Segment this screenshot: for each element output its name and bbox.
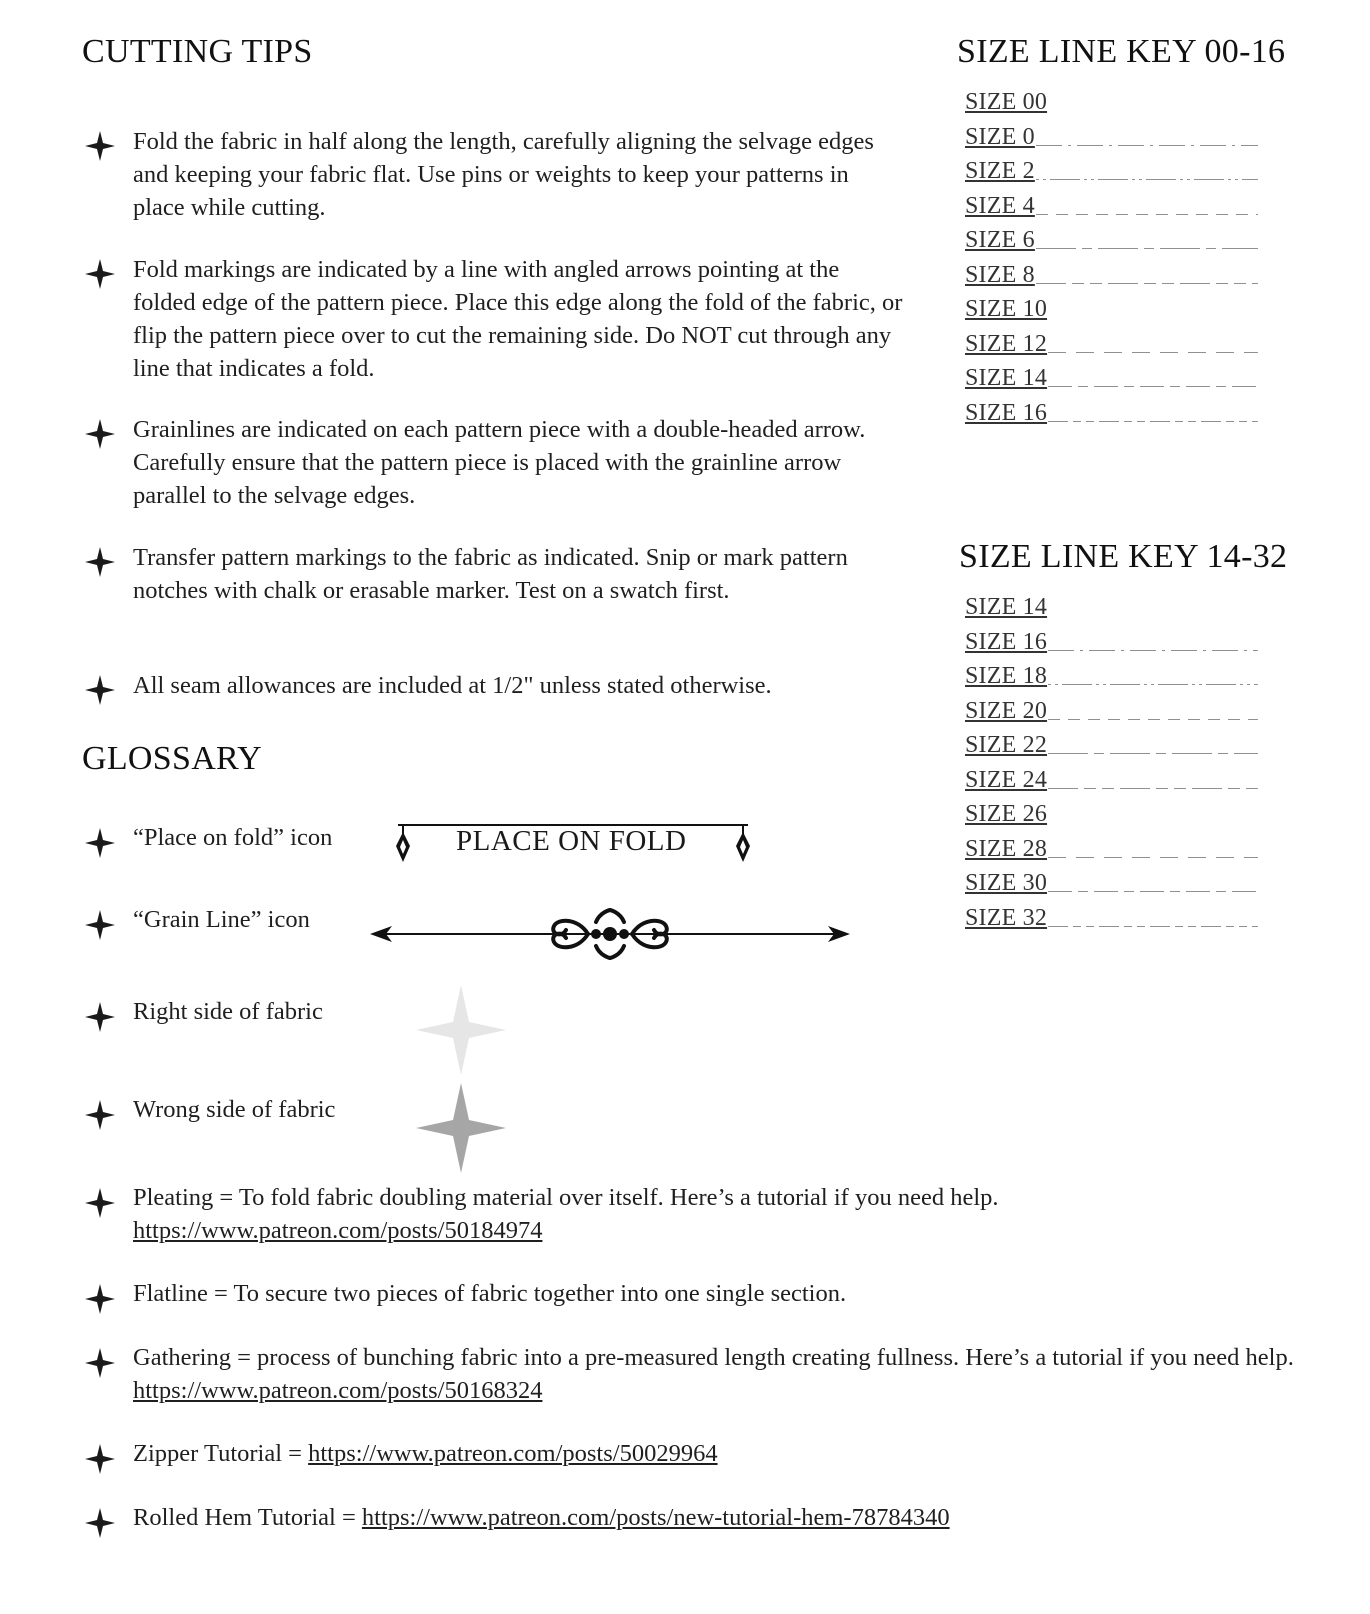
size-line-key-14-32: [965, 587, 1265, 937]
bullet-star-icon: [85, 1284, 115, 1314]
size-line-sample: [1048, 419, 1258, 422]
size-line-key-14-32-heading: SIZE LINE KEY 14-32: [959, 538, 1288, 575]
glossary-pleating: [133, 1181, 1313, 1247]
cutting-tip-fold-markings: Fold markings are indicated by a line with angled arrows pointing at the folded edge of the pattern piece. Place this edge along the fold of the fabric, or flip the pattern piece over to cut the remaining side. Do NOT cut through any line that indicates a fold.: [133, 256, 903, 382]
size-line-key-00-16-heading: SIZE LINE KEY 00-16: [957, 33, 1286, 70]
size-label: SIZE 4: [965, 192, 1035, 219]
size-line-sample: [1048, 786, 1258, 789]
size-label: SIZE 28: [965, 835, 1048, 862]
size-label: SIZE 8: [965, 261, 1035, 288]
size-key-2-row: [965, 691, 1258, 725]
size-key-1-row: [965, 82, 1258, 116]
size-key-2-row: [965, 725, 1258, 759]
glossary-flatline: Flatline = To secure two pieces of fabric together into one single section.: [133, 1280, 847, 1307]
place-on-fold-text: PLACE ON FOLD: [456, 825, 687, 857]
size-key-1-row: [965, 151, 1258, 185]
rolled-hem-text: Rolled Hem Tutorial =: [133, 1504, 362, 1531]
glossary-zipper: [133, 1437, 718, 1470]
bullet-star-icon: [85, 1348, 115, 1378]
glossary-rolled-hem: [133, 1501, 950, 1534]
size-label: SIZE 32: [965, 904, 1048, 931]
size-label: SIZE 0: [965, 123, 1035, 150]
size-line-sample: [1048, 751, 1258, 754]
size-line-key-00-16: [965, 82, 1265, 432]
size-line-sample: [1048, 820, 1258, 823]
bullet-star-icon: [85, 1002, 115, 1032]
size-label: SIZE 26: [965, 801, 1048, 827]
cutting-tip-fold-fabric: Fold the fabric in half along the length, carefully aligning the selvage edges and keeping your fabric flat. Use pins or weights to keep your patterns in place while cutting.: [133, 128, 874, 221]
size-label: SIZE 18: [965, 663, 1048, 689]
size-label: SIZE 2: [965, 158, 1035, 184]
size-line-sample: [1036, 281, 1258, 284]
bullet-star-icon: [85, 1188, 115, 1218]
size-line-sample: [1048, 384, 1258, 387]
size-label: SIZE 20: [965, 697, 1048, 724]
size-label: SIZE 30: [965, 870, 1048, 896]
size-key-1-row: [965, 117, 1258, 151]
bullet-star-icon: [85, 1100, 115, 1130]
size-line-sample: [1036, 246, 1258, 249]
cutting-tip-seam-allowance: All seam allowances are included at 1/2" unless stated otherwise.: [133, 672, 772, 699]
size-line-sample: [1048, 108, 1258, 111]
zipper-text: Zipper Tutorial =: [133, 1440, 309, 1467]
size-line-sample: [1048, 855, 1258, 858]
size-key-2-row: [965, 898, 1258, 932]
size-line-sample: [1036, 212, 1258, 215]
size-key-2-row: [965, 829, 1258, 863]
size-label: SIZE 6: [965, 227, 1035, 253]
glossary-right-side-label: Right side of fabric: [133, 998, 323, 1025]
size-key-1-row: [965, 289, 1258, 323]
size-line-sample: [1048, 717, 1258, 720]
size-key-2-row: [965, 863, 1258, 897]
pleating-text: Pleating = To fold fabric doubling material over itself. Here’s a tutorial if you need help.: [133, 1184, 999, 1211]
right-side-star-icon: [416, 985, 506, 1075]
grain-line-icon: [370, 900, 850, 970]
size-line-sample: [1048, 315, 1258, 318]
glossary-wrong-side-label: Wrong side of fabric: [133, 1096, 336, 1123]
bullet-star-icon: [85, 910, 115, 940]
size-line-sample: [1048, 648, 1258, 651]
size-key-2-row: [965, 760, 1258, 794]
size-label: SIZE 16: [965, 628, 1048, 655]
glossary-grain-line-label: “Grain Line” icon: [133, 906, 310, 933]
size-label: SIZE 22: [965, 732, 1048, 758]
size-label: SIZE 14: [965, 594, 1048, 620]
bullet-star-icon: [85, 828, 115, 858]
size-label: SIZE 12: [965, 330, 1048, 357]
size-key-2-row: [965, 587, 1258, 621]
size-label: SIZE 14: [965, 365, 1048, 391]
pleating-link[interactable]: https://www.patreon.com/posts/50184974: [133, 1217, 543, 1244]
size-label: SIZE 00: [965, 89, 1048, 115]
bullet-star-icon: [85, 259, 115, 289]
size-line-sample: [1036, 143, 1258, 146]
bullet-star-icon: [85, 675, 115, 705]
size-key-1-row: [965, 358, 1258, 392]
size-key-1-row: [965, 220, 1258, 254]
size-label: SIZE 10: [965, 296, 1048, 322]
size-key-1-row: [965, 324, 1258, 358]
bullet-star-icon: [85, 419, 115, 449]
size-key-2-row: [965, 622, 1258, 656]
size-label: SIZE 16: [965, 399, 1048, 426]
glossary-gathering: [133, 1341, 1333, 1407]
glossary-heading: GLOSSARY: [82, 740, 263, 777]
size-key-1-row: [965, 255, 1258, 289]
zipper-link[interactable]: https://www.patreon.com/posts/50029964: [308, 1440, 718, 1467]
bullet-star-icon: [85, 547, 115, 577]
size-line-sample: [1048, 682, 1258, 685]
gathering-link[interactable]: https://www.patreon.com/posts/50168324: [133, 1377, 543, 1404]
cutting-tips-heading: CUTTING TIPS: [82, 33, 313, 70]
rolled-hem-link[interactable]: https://www.patreon.com/posts/new-tutorial-hem-78784340: [361, 1504, 950, 1531]
cutting-tip-grainlines: Grainlines are indicated on each pattern piece with a double-headed arrow. Carefully ensure that the pattern piece is placed with the grainline arrow parallel to the selvage edges.: [133, 416, 866, 509]
bullet-star-icon: [85, 1508, 115, 1538]
bullet-star-icon: [85, 1444, 115, 1474]
size-line-sample: [1036, 177, 1258, 180]
size-key-1-row: [965, 186, 1258, 220]
cutting-tip-transfer-markings: Transfer pattern markings to the fabric as indicated. Snip or mark pattern notches with chalk or erasable marker. Test on a swatch first.: [133, 544, 848, 604]
size-line-sample: [1048, 924, 1258, 927]
wrong-side-star-icon: [416, 1083, 506, 1173]
size-line-sample: [1048, 613, 1258, 616]
gathering-text: Gathering = process of bunching fabric into a pre-measured length creating fullness. Here’s a tutorial if you need help.: [133, 1344, 1294, 1371]
glossary-place-on-fold-label: “Place on fold” icon: [133, 824, 333, 851]
size-key-2-row: [965, 656, 1258, 690]
size-key-2-row: [965, 794, 1258, 828]
size-line-sample: [1048, 889, 1258, 892]
size-line-sample: [1048, 350, 1258, 353]
size-key-1-row: [965, 393, 1258, 427]
size-label: SIZE 24: [965, 766, 1048, 793]
bullet-star-icon: [85, 131, 115, 161]
